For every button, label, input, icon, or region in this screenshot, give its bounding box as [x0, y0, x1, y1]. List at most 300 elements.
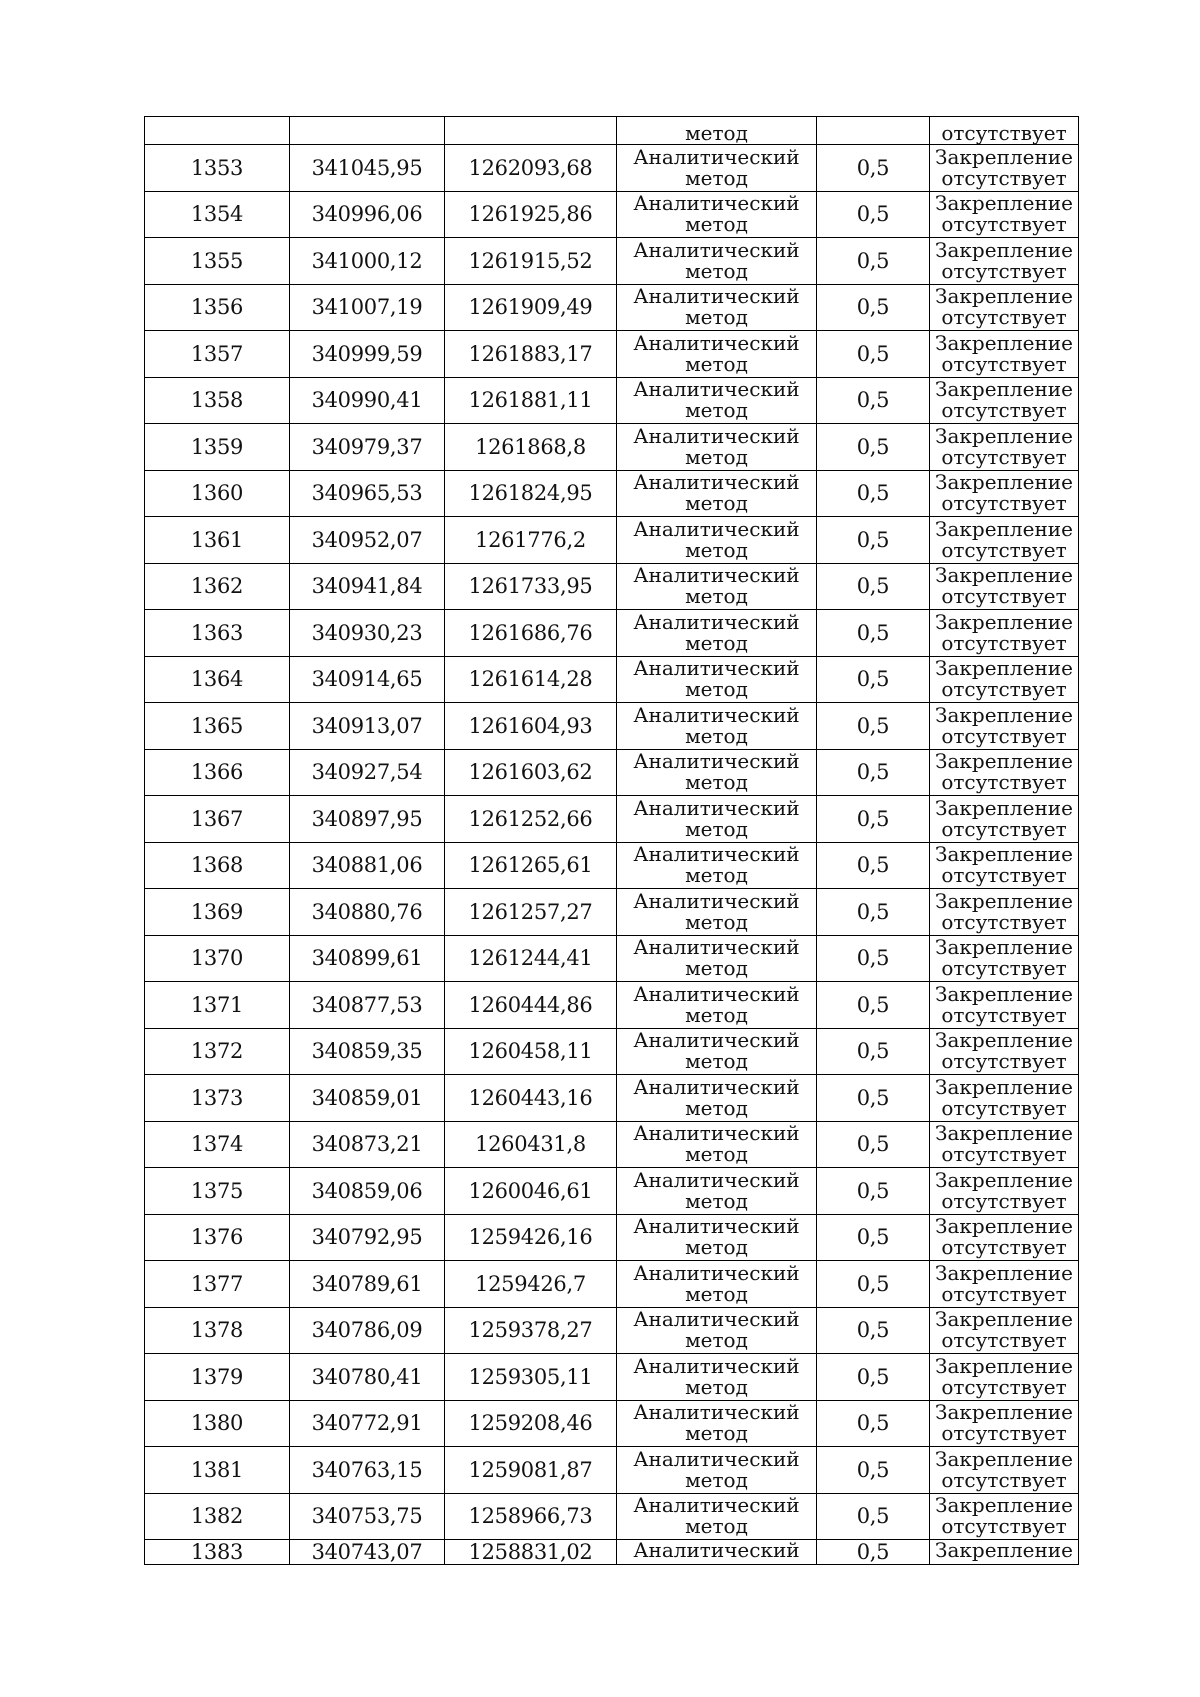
- method-cell: [617, 1261, 817, 1308]
- method-text-line2: метод: [685, 1235, 748, 1260]
- fixing-cell: [930, 1168, 1079, 1215]
- method-text-line2: метод: [685, 305, 748, 330]
- fixing-cell: [930, 935, 1079, 982]
- method-cell: [617, 796, 817, 843]
- accuracy-cell: 0,5: [817, 470, 930, 517]
- accuracy-cell: 0,5: [817, 191, 930, 238]
- x-coordinate-cell: 340792,95: [290, 1214, 445, 1261]
- method-text-line2: метод: [685, 956, 748, 981]
- y-coordinate-cell: 1261603,62: [445, 749, 617, 796]
- accuracy-cell: 0,5: [817, 377, 930, 424]
- method-text-line1: Аналитический: [633, 563, 800, 588]
- point-number-cell: [145, 117, 290, 145]
- accuracy-cell: 0,5: [817, 145, 930, 192]
- fixing-text-line1: Закрепление: [935, 423, 1073, 448]
- fixing-text-line1: Закрепление: [935, 144, 1073, 169]
- x-coordinate-cell: 340979,37: [290, 424, 445, 471]
- method-cell: [617, 749, 817, 796]
- method-cell: [617, 1354, 817, 1401]
- accuracy-cell: 0,5: [817, 1075, 930, 1122]
- table-tail: [145, 1540, 1079, 1565]
- fixing-text-line1: Закрепление: [935, 1493, 1073, 1518]
- fixing-cell: [930, 749, 1079, 796]
- y-coordinate-cell: 1261686,76: [445, 610, 617, 657]
- fixing-cell: [930, 284, 1079, 331]
- point-number-cell: 1353: [145, 145, 290, 192]
- accuracy-cell: 0,5: [817, 1354, 930, 1401]
- method-text-line1: Аналитический: [633, 842, 800, 867]
- table-row: [145, 1168, 1079, 1215]
- accuracy-cell: 0,5: [817, 238, 930, 285]
- fixing-cell: [930, 610, 1079, 657]
- method-text: Аналитический: [633, 1540, 800, 1562]
- method-text-line2: метод: [685, 630, 748, 655]
- table-row: [145, 284, 1079, 331]
- y-coordinate-cell: 1261776,2: [445, 517, 617, 564]
- x-coordinate-cell: 340996,06: [290, 191, 445, 238]
- fixing-text-line1: Закрепление: [935, 516, 1073, 541]
- method-text-line1: Аналитический: [633, 1446, 800, 1471]
- method-text-line1: Аналитический: [633, 516, 800, 541]
- method-text-line1: Аналитический: [633, 749, 800, 774]
- accuracy-cell: 0,5: [817, 982, 930, 1029]
- method-cell: [617, 1493, 817, 1540]
- method-text-line2: метод: [685, 398, 748, 423]
- method-text-line1: Аналитический: [633, 1307, 800, 1332]
- method-text-line2: метод: [685, 1374, 748, 1399]
- fixing-cell: [930, 1121, 1079, 1168]
- method-cell: [617, 842, 817, 889]
- x-coordinate-cell: 340965,53: [290, 470, 445, 517]
- fixing-text-line1: Закрепление: [935, 842, 1073, 867]
- point-number-cell: 1379: [145, 1354, 290, 1401]
- y-coordinate-cell: 1261925,86: [445, 191, 617, 238]
- point-number-cell: 1375: [145, 1168, 290, 1215]
- fixing-text-line1: Закрепление: [935, 284, 1073, 309]
- method-text-line2: метод: [685, 212, 748, 237]
- point-number-cell: 1372: [145, 1028, 290, 1075]
- fixing-cell: [930, 796, 1079, 843]
- fixing-cell: [930, 1307, 1079, 1354]
- method-cell: [617, 935, 817, 982]
- fixing-cell: [930, 1075, 1079, 1122]
- method-text-line1: Аналитический: [633, 656, 800, 681]
- fixing-text-line2: отсутствует: [941, 398, 1067, 423]
- fixing-text-line2: отсутствует: [941, 1235, 1067, 1260]
- method-cell: [617, 377, 817, 424]
- point-number-cell: 1373: [145, 1075, 290, 1122]
- method-cell: [617, 1400, 817, 1447]
- point-number-cell: 1357: [145, 331, 290, 378]
- fixing-cell: [930, 331, 1079, 378]
- x-coordinate-cell: 340859,06: [290, 1168, 445, 1215]
- coordinates-table: [144, 116, 1079, 1565]
- table-row: [145, 703, 1079, 750]
- fixing-cell: [930, 517, 1079, 564]
- fixing-text-line2: отсутствует: [941, 537, 1067, 562]
- table-row: [145, 1121, 1079, 1168]
- method-text-line2: метод: [685, 584, 748, 609]
- x-coordinate-cell: 340881,06: [290, 842, 445, 889]
- method-text-line1: Аналитический: [633, 1214, 800, 1239]
- table-row: [145, 470, 1079, 517]
- method-text-line1: Аналитический: [633, 144, 800, 169]
- fixing-text-line1: Закрепление: [935, 1214, 1073, 1239]
- method-text-line2: метод: [685, 770, 748, 795]
- method-text-line2: метод: [685, 723, 748, 748]
- fixing-text-line1: Закрепление: [935, 1446, 1073, 1471]
- fixing-text-line2: отсутствует: [941, 863, 1067, 888]
- fixing-cell: [930, 1400, 1079, 1447]
- fixing-text: отсутствует: [941, 121, 1067, 144]
- table-row: [145, 1493, 1079, 1540]
- fixing-text-line2: отсутствует: [941, 1002, 1067, 1027]
- x-coordinate-cell: 340873,21: [290, 1121, 445, 1168]
- fixing-text-line1: Закрепление: [935, 1307, 1073, 1332]
- table-row: [145, 842, 1079, 889]
- method-text-line1: Аналитический: [633, 888, 800, 913]
- method-text-line2: метод: [685, 165, 748, 190]
- fixing-text: Закрепление: [935, 1540, 1073, 1562]
- method-cell: [617, 563, 817, 610]
- x-coordinate-cell: 340990,41: [290, 377, 445, 424]
- method-text-line1: Аналитический: [633, 330, 800, 355]
- fixing-text-line2: отсутствует: [941, 1328, 1067, 1353]
- fixing-text-line2: отсутствует: [941, 1421, 1067, 1446]
- table-row-truncated: [145, 1540, 1079, 1565]
- method-cell: [617, 1168, 817, 1215]
- point-number-cell: 1368: [145, 842, 290, 889]
- table-row: [145, 191, 1079, 238]
- fixing-cell: [930, 1028, 1079, 1075]
- method-text-line2: метод: [685, 351, 748, 376]
- method-text-line2: метод: [685, 816, 748, 841]
- y-coordinate-cell: 1261883,17: [445, 331, 617, 378]
- x-coordinate-cell: 340952,07: [290, 517, 445, 564]
- x-coordinate-cell: 340941,84: [290, 563, 445, 610]
- fixing-text-line2: отсутствует: [941, 770, 1067, 795]
- method-text-line2: метод: [685, 1188, 748, 1213]
- point-number-cell: 1359: [145, 424, 290, 471]
- table-row: [145, 889, 1079, 936]
- method-text-line2: метод: [685, 1514, 748, 1539]
- accuracy-cell: 0,5: [817, 1493, 930, 1540]
- y-coordinate-cell: 1261909,49: [445, 284, 617, 331]
- fixing-text-line1: Закрепление: [935, 237, 1073, 262]
- table-row: [145, 1400, 1079, 1447]
- x-coordinate-cell: 340914,65: [290, 656, 445, 703]
- y-coordinate-cell: 1261733,95: [445, 563, 617, 610]
- method-text-line1: Аналитический: [633, 1074, 800, 1099]
- table-body: [145, 117, 1079, 1540]
- point-number-cell: 1369: [145, 889, 290, 936]
- y-coordinate-cell: 1260431,8: [445, 1121, 617, 1168]
- fixing-cell: [930, 703, 1079, 750]
- method-text-line1: Аналитический: [633, 795, 800, 820]
- point-number-cell: 1383: [145, 1540, 290, 1565]
- x-coordinate-cell: 340999,59: [290, 331, 445, 378]
- fixing-cell: [930, 1493, 1079, 1540]
- point-number-cell: 1382: [145, 1493, 290, 1540]
- method-text-line1: Аналитический: [633, 1260, 800, 1285]
- fixing-text-line1: Закрепление: [935, 702, 1073, 727]
- method-text-line2: метод: [685, 1281, 748, 1306]
- method-cell: [617, 424, 817, 471]
- y-coordinate-cell: 1261824,95: [445, 470, 617, 517]
- method-text-line1: Аналитический: [633, 981, 800, 1006]
- fixing-cell: [930, 145, 1079, 192]
- fixing-text-line1: Закрепление: [935, 1353, 1073, 1378]
- method-text-line2: метод: [685, 444, 748, 469]
- fixing-text-line2: отсутствует: [941, 212, 1067, 237]
- accuracy-cell: 0,5: [817, 610, 930, 657]
- fixing-text-line1: Закрепление: [935, 749, 1073, 774]
- x-coordinate-cell: 340880,76: [290, 889, 445, 936]
- method-text-line2: метод: [685, 863, 748, 888]
- fixing-text-line2: отсутствует: [941, 1188, 1067, 1213]
- method-text-line2: метод: [685, 537, 748, 562]
- point-number-cell: 1374: [145, 1121, 290, 1168]
- table-row: [145, 656, 1079, 703]
- table-row: [145, 749, 1079, 796]
- fixing-cell: [930, 563, 1079, 610]
- x-coordinate-cell: 340927,54: [290, 749, 445, 796]
- point-number-cell: 1363: [145, 610, 290, 657]
- table-row: [145, 796, 1079, 843]
- method-cell: [617, 191, 817, 238]
- table-row: [145, 1354, 1079, 1401]
- method-cell: [617, 1214, 817, 1261]
- fixing-cell: [930, 889, 1079, 936]
- x-coordinate-cell: 340930,23: [290, 610, 445, 657]
- y-coordinate-cell: 1261868,8: [445, 424, 617, 471]
- point-number-cell: 1360: [145, 470, 290, 517]
- point-number-cell: 1365: [145, 703, 290, 750]
- y-coordinate-cell: 1260458,11: [445, 1028, 617, 1075]
- fixing-cell: [930, 424, 1079, 471]
- table-row: [145, 610, 1079, 657]
- y-coordinate-cell: 1260443,16: [445, 1075, 617, 1122]
- method-text-line1: Аналитический: [633, 1493, 800, 1518]
- method-text-line1: Аналитический: [633, 935, 800, 960]
- x-coordinate-cell: 341007,19: [290, 284, 445, 331]
- accuracy-cell: 0,5: [817, 656, 930, 703]
- table-row: [145, 331, 1079, 378]
- point-number-cell: 1381: [145, 1447, 290, 1494]
- x-coordinate-cell: 340753,75: [290, 1493, 445, 1540]
- method-text-line1: Аналитический: [633, 1400, 800, 1425]
- table-row: [145, 1307, 1079, 1354]
- method-cell: [617, 1121, 817, 1168]
- y-coordinate-cell: 1259305,11: [445, 1354, 617, 1401]
- fixing-text-line2: отсутствует: [941, 165, 1067, 190]
- table-row: [145, 935, 1079, 982]
- y-coordinate-cell: 1259426,7: [445, 1261, 617, 1308]
- method-cell: [617, 656, 817, 703]
- fixing-text-line2: отсутствует: [941, 444, 1067, 469]
- method-text: метод: [685, 121, 748, 144]
- method-text-line2: метод: [685, 1142, 748, 1167]
- method-text-line2: метод: [685, 1421, 748, 1446]
- method-cell: [617, 238, 817, 285]
- method-text-line2: метод: [685, 1328, 748, 1353]
- point-number-cell: 1356: [145, 284, 290, 331]
- point-number-cell: 1362: [145, 563, 290, 610]
- table-row-continued: [145, 117, 1079, 145]
- accuracy-cell: 0,5: [817, 1168, 930, 1215]
- table-row: [145, 424, 1079, 471]
- y-coordinate-cell: 1261252,66: [445, 796, 617, 843]
- y-coordinate-cell: 1262093,68: [445, 145, 617, 192]
- method-cell: [617, 889, 817, 936]
- point-number-cell: 1364: [145, 656, 290, 703]
- method-text-line1: Аналитический: [633, 1028, 800, 1053]
- accuracy-cell: 0,5: [817, 1121, 930, 1168]
- accuracy-cell: 0,5: [817, 563, 930, 610]
- y-coordinate-cell: 1258831,02: [445, 1540, 617, 1565]
- method-text-line1: Аналитический: [633, 1121, 800, 1146]
- method-cell: [617, 284, 817, 331]
- method-cell: [617, 1075, 817, 1122]
- x-coordinate-cell: [290, 117, 445, 145]
- method-text-line1: Аналитический: [633, 609, 800, 634]
- table-row: [145, 377, 1079, 424]
- point-number-cell: 1370: [145, 935, 290, 982]
- method-cell: [617, 1307, 817, 1354]
- method-text-line1: Аналитический: [633, 377, 800, 402]
- table-row: [145, 145, 1079, 192]
- method-text-line2: метод: [685, 1049, 748, 1074]
- x-coordinate-cell: 340877,53: [290, 982, 445, 1029]
- y-coordinate-cell: 1261915,52: [445, 238, 617, 285]
- accuracy-cell: 0,5: [817, 842, 930, 889]
- point-number-cell: 1367: [145, 796, 290, 843]
- point-number-cell: 1380: [145, 1400, 290, 1447]
- method-cell: [617, 1028, 817, 1075]
- y-coordinate-cell: 1261881,11: [445, 377, 617, 424]
- x-coordinate-cell: 340897,95: [290, 796, 445, 843]
- accuracy-cell: 0,5: [817, 1447, 930, 1494]
- fixing-text-line2: отсутствует: [941, 1095, 1067, 1120]
- accuracy-cell: 0,5: [817, 284, 930, 331]
- fixing-text-line2: отсутствует: [941, 816, 1067, 841]
- fixing-text-line1: Закрепление: [935, 1121, 1073, 1146]
- method-text-line2: метод: [685, 1002, 748, 1027]
- x-coordinate-cell: 341045,95: [290, 145, 445, 192]
- fixing-text-line1: Закрепление: [935, 563, 1073, 588]
- point-number-cell: 1371: [145, 982, 290, 1029]
- y-coordinate-cell: 1260046,61: [445, 1168, 617, 1215]
- accuracy-cell: 0,5: [817, 749, 930, 796]
- accuracy-cell: [817, 117, 930, 145]
- accuracy-cell: 0,5: [817, 331, 930, 378]
- fixing-text-line1: Закрепление: [935, 888, 1073, 913]
- method-cell: [617, 517, 817, 564]
- fixing-cell: [930, 1540, 1079, 1565]
- method-cell: [617, 117, 817, 145]
- method-cell: [617, 145, 817, 192]
- y-coordinate-cell: [445, 117, 617, 145]
- x-coordinate-cell: 340763,15: [290, 1447, 445, 1494]
- table-row: [145, 1214, 1079, 1261]
- fixing-text-line2: отсутствует: [941, 723, 1067, 748]
- x-coordinate-cell: 340786,09: [290, 1307, 445, 1354]
- method-text-line1: Аналитический: [633, 470, 800, 495]
- fixing-cell: [930, 982, 1079, 1029]
- y-coordinate-cell: 1259081,87: [445, 1447, 617, 1494]
- x-coordinate-cell: 340772,91: [290, 1400, 445, 1447]
- fixing-text-line1: Закрепление: [935, 1074, 1073, 1099]
- fixing-text-line2: отсутствует: [941, 1514, 1067, 1539]
- y-coordinate-cell: 1259426,16: [445, 1214, 617, 1261]
- fixing-cell: [930, 842, 1079, 889]
- method-text-line1: Аналитический: [633, 237, 800, 262]
- fixing-text-line2: отсутствует: [941, 258, 1067, 283]
- fixing-text-line2: отсутствует: [941, 909, 1067, 934]
- fixing-text-line2: отсутствует: [941, 491, 1067, 516]
- accuracy-cell: 0,5: [817, 1400, 930, 1447]
- y-coordinate-cell: 1258966,73: [445, 1493, 617, 1540]
- y-coordinate-cell: 1261244,41: [445, 935, 617, 982]
- accuracy-cell: 0,5: [817, 796, 930, 843]
- y-coordinate-cell: 1259208,46: [445, 1400, 617, 1447]
- fixing-cell: [930, 1447, 1079, 1494]
- fixing-text-line2: отсутствует: [941, 351, 1067, 376]
- method-cell: [617, 331, 817, 378]
- fixing-cell: [930, 191, 1079, 238]
- y-coordinate-cell: 1261614,28: [445, 656, 617, 703]
- accuracy-cell: 0,5: [817, 517, 930, 564]
- method-text-line1: Аналитический: [633, 284, 800, 309]
- method-cell: [617, 982, 817, 1029]
- fixing-text-line1: Закрепление: [935, 377, 1073, 402]
- fixing-cell: [930, 1214, 1079, 1261]
- method-text-line2: метод: [685, 677, 748, 702]
- accuracy-cell: 0,5: [817, 889, 930, 936]
- method-cell: [617, 1447, 817, 1494]
- y-coordinate-cell: 1261604,93: [445, 703, 617, 750]
- x-coordinate-cell: 340859,35: [290, 1028, 445, 1075]
- table-row: [145, 563, 1079, 610]
- accuracy-cell: 0,5: [817, 1261, 930, 1308]
- table-row: [145, 238, 1079, 285]
- fixing-cell: [930, 117, 1079, 145]
- x-coordinate-cell: 340913,07: [290, 703, 445, 750]
- x-coordinate-cell: 340789,61: [290, 1261, 445, 1308]
- fixing-text-line2: отсутствует: [941, 1467, 1067, 1492]
- point-number-cell: 1354: [145, 191, 290, 238]
- fixing-cell: [930, 1354, 1079, 1401]
- fixing-text-line1: Закрепление: [935, 470, 1073, 495]
- fixing-text-line2: отсутствует: [941, 677, 1067, 702]
- fixing-text-line2: отсутствует: [941, 630, 1067, 655]
- accuracy-cell: 0,5: [817, 1214, 930, 1261]
- fixing-text-line2: отсутствует: [941, 1049, 1067, 1074]
- fixing-text-line1: Закрепление: [935, 609, 1073, 634]
- y-coordinate-cell: 1259378,27: [445, 1307, 617, 1354]
- fixing-text-line2: отсутствует: [941, 1281, 1067, 1306]
- fixing-cell: [930, 377, 1079, 424]
- fixing-text-line1: Закрепление: [935, 1028, 1073, 1053]
- point-number-cell: 1378: [145, 1307, 290, 1354]
- method-text-line2: метод: [685, 909, 748, 934]
- table-row: [145, 1447, 1079, 1494]
- y-coordinate-cell: 1261257,27: [445, 889, 617, 936]
- accuracy-cell: 0,5: [817, 424, 930, 471]
- method-text-line1: Аналитический: [633, 1353, 800, 1378]
- point-number-cell: 1376: [145, 1214, 290, 1261]
- accuracy-cell: 0,5: [817, 1028, 930, 1075]
